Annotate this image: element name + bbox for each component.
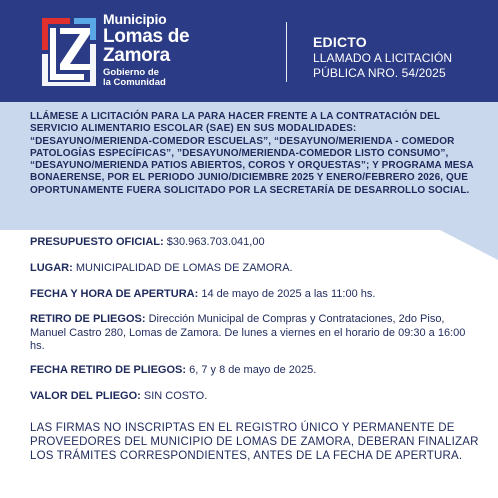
brand-line-1: Municipio <box>103 11 167 27</box>
presupuesto-label: PRESUPUESTO OFICIAL: <box>30 236 164 248</box>
edicto-heading <box>313 34 452 80</box>
retiro-label: RETIRO DE PLIEGOS: <box>30 313 146 325</box>
valor-value: SIN COSTO. <box>140 390 208 402</box>
brand-line-2: Lomas de <box>103 26 190 47</box>
intro-paragraph: LLÁMESE A LICITACIÓN PARA LA PARA HACER FRENTE A LA CONTRATACIÓN DEL SERVICIO ALIMENTARIO ESCOLAR (SAE) EN SUS MODALIDADES: “DESAYUNO/MERIENDA-COMEDOR ESCUELAS”, “DESAYUNO/MERIENDA - COMEDOR PATOLOGÍAS ESPECÍFICAS”, ”DESAYUNO/MERIENDA-COMEDOR LISTO CONSUMO”, “DESAYUNO/MERIENDA PATIOS ABIERTOS, COROS Y ORQUESTAS”; Y PROGRAMA MESA BONAERENSE, POR EL PERIODO JUNIO/DICIEMBRE 2025 Y ENERO/FEBRERO 2026, QUE OPORTUNAMENTE FUERA SOLICITADO POR LA SECRETARÍA DE DESARROLLO SOCIAL. <box>30 111 474 196</box>
fecha-apertura-row <box>30 288 470 302</box>
presupuesto-value: $30.963.703.041,00 <box>163 236 265 248</box>
edicto-subtitle-line-1: LLAMADO A LICITACIÓN <box>313 51 453 65</box>
fecha-retiro-label: FECHA RETIRO DE PLIEGOS: <box>30 364 187 376</box>
brand-name <box>103 12 189 88</box>
municipio-logo-icon <box>40 16 98 88</box>
fecha-apertura-value: 14 de mayo de 2025 a las 11:00 hs. <box>198 288 376 300</box>
lugar-row <box>30 262 470 276</box>
brand-line-3: Zamora <box>103 45 170 66</box>
retiro-value: Dirección Municipal de Compras y Contrataciones, 2do Piso, Manuel Castro 280, Lomas de Zamora. De lunes a viernes en el horario de 09:30 a 16:00 hs. <box>30 313 466 352</box>
footer-notice: LAS FIRMAS NO INSCRIPTAS EN EL REGISTRO ÚNICO Y PERMANENTE DE PROVEEDORES DEL MUNICIPIO DE LOMAS DE ZAMORA, DEBERAN FINALIZAR LOS TRÁMITES CORRESPONDIENTES, ANTES DE LA FECHA DE APERTURA. <box>30 422 479 462</box>
lugar-value: MUNICIPALIDAD DE LOMAS DE ZAMORA. <box>72 262 293 274</box>
brand-line-5: la Comunidad <box>103 77 166 88</box>
edicto-title: EDICTO <box>313 34 367 50</box>
header-divider <box>286 22 287 82</box>
fecha-retiro-row <box>30 364 470 378</box>
edicto-subtitle-line-2: PÚBLICA NRO. 54/2025 <box>313 66 446 80</box>
header-banner <box>0 0 498 102</box>
retiro-row <box>30 313 470 354</box>
lugar-label: LUGAR: <box>30 262 73 274</box>
fecha-retiro-value: 6, 7 y 8 de mayo de 2025. <box>186 364 317 376</box>
valor-label: VALOR DEL PLIEGO: <box>30 390 141 402</box>
brand-line-4: Gobierno de <box>103 67 159 78</box>
presupuesto-row <box>30 236 470 250</box>
valor-row <box>30 390 470 404</box>
fecha-apertura-label: FECHA Y HORA DE APERTURA: <box>30 288 199 300</box>
